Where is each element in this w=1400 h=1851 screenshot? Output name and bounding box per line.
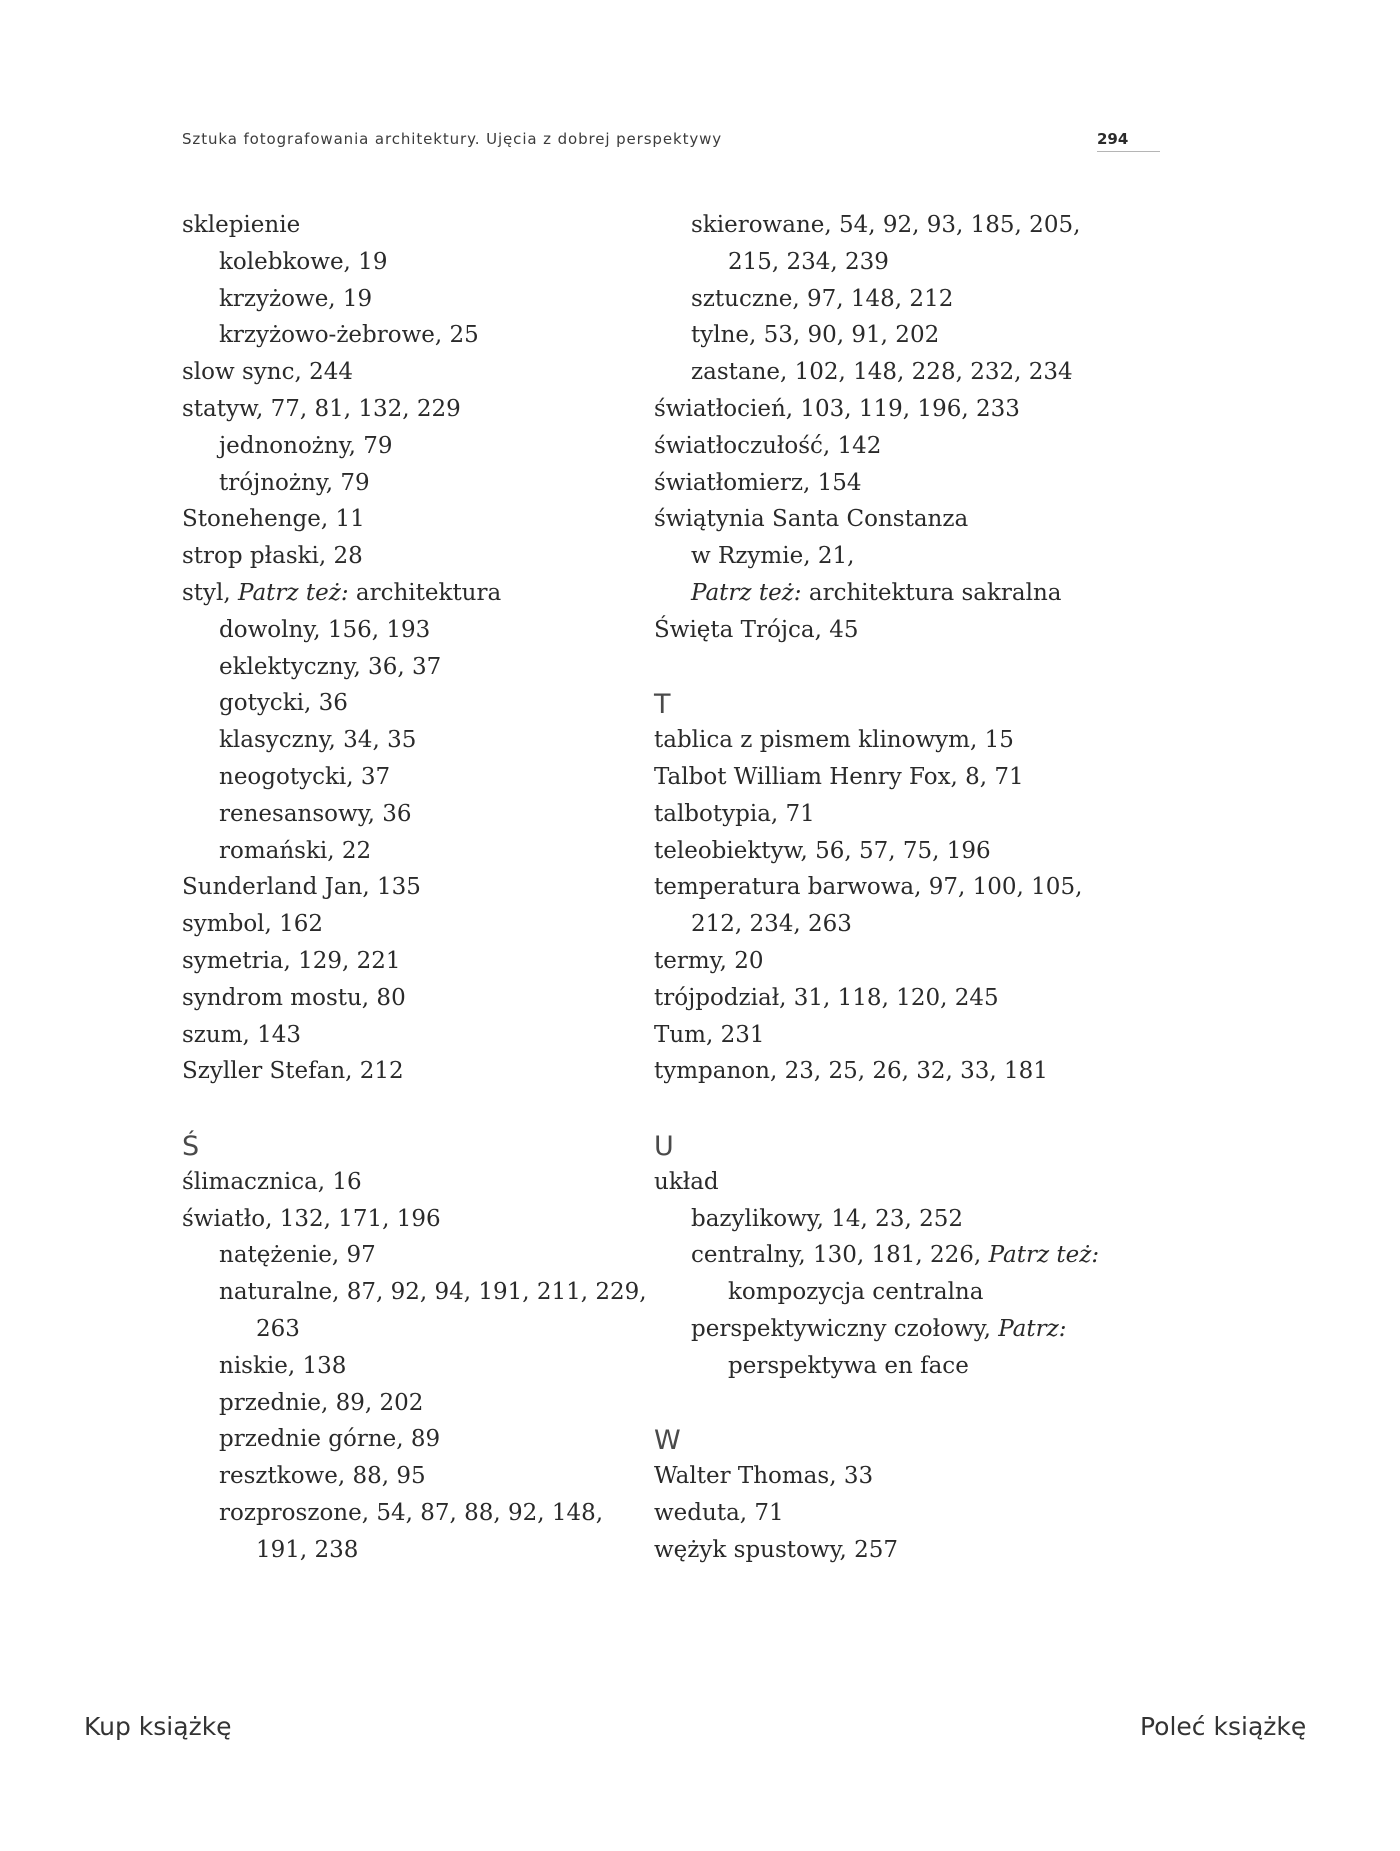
recommend-book-link[interactable]: Poleć książkę	[1140, 1712, 1307, 1741]
index-subentry: trójnożny, 79	[219, 469, 370, 496]
index-entry: temperatura barwowa, 97, 100, 105,	[654, 874, 1083, 901]
entry-text: perspektywiczny czołowy,	[691, 1315, 999, 1342]
cross-reference-label: Patrz też:	[238, 579, 349, 606]
index-entry: układ	[654, 1168, 719, 1195]
index-entry: Talbot William Henry Fox, 8, 71	[654, 763, 1024, 790]
section-spacer	[654, 649, 1124, 686]
index-subentry	[654, 1237, 1124, 1274]
index-subentry: eklektyczny, 36, 37	[219, 653, 442, 680]
index-entry: szum, 143	[182, 1021, 302, 1048]
index-subentry: 191, 238	[256, 1536, 359, 1563]
index-entry: teleobiektyw, 56, 57, 75, 196	[654, 837, 991, 864]
index-entry: tablica z pismem klinowym, 15	[654, 727, 1014, 754]
index-entry: symetria, 129, 221	[182, 947, 401, 974]
index-entry: światłomierz, 154	[654, 469, 862, 496]
book-title: Sztuka fotografowania architektury. Ujęcia z dobrej perspektywy	[182, 130, 723, 148]
index-entry: Tum, 231	[654, 1021, 765, 1048]
index-subentry: bazylikowy, 14, 23, 252	[691, 1205, 963, 1232]
section-letter: Ś	[182, 1130, 200, 1162]
index-entry: Sunderland Jan, 135	[182, 874, 421, 901]
index-entry: talbotypia, 71	[654, 800, 815, 827]
index-entry: wężyk spustowy, 257	[654, 1536, 899, 1563]
index-entry: strop płaski, 28	[182, 543, 363, 570]
index-subentry: renesansowy, 36	[219, 800, 412, 827]
index-subentry: rozproszone, 54, 87, 88, 92, 148,	[219, 1499, 604, 1526]
index-subentry: kompozycja centralna	[728, 1279, 984, 1306]
index-subentry: zastane, 102, 148, 228, 232, 234	[691, 359, 1073, 386]
index-entry: świątynia Santa Constanza	[654, 506, 969, 533]
index-subentry: kolebkowe, 19	[219, 248, 388, 275]
section-letter: T	[654, 689, 671, 721]
index-subentry: klasyczny, 34, 35	[219, 727, 417, 754]
section-spacer	[654, 1385, 1124, 1422]
index-subentry: natężenie, 97	[219, 1242, 376, 1269]
index-subentry: 263	[256, 1315, 300, 1342]
section-letter: U	[654, 1130, 674, 1162]
index-entry: symbol, 162	[182, 911, 324, 938]
index-entry: Szyller Stefan, 212	[182, 1058, 404, 1085]
index-entry: Walter Thomas, 33	[654, 1463, 874, 1490]
index-entry: slow sync, 244	[182, 359, 354, 386]
index-entry: Święta Trójca, 45	[654, 616, 859, 643]
index-subentry: neogotycki, 37	[219, 763, 391, 790]
entry-text: centralny, 130, 181, 226,	[691, 1242, 989, 1269]
section-letter: W	[654, 1425, 681, 1457]
index-entry: światłoczułość, 142	[654, 432, 882, 459]
index-entry: tympanon, 23, 25, 26, 32, 33, 181	[654, 1058, 1048, 1085]
index-entry: weduta, 71	[654, 1499, 784, 1526]
index-subentry: naturalne, 87, 92, 94, 191, 211, 229,	[219, 1279, 647, 1306]
index-subentry: krzyżowe, 19	[219, 285, 373, 312]
cross-reference-label: Patrz:	[998, 1315, 1067, 1342]
cross-reference-label: Patrz też:	[691, 579, 802, 606]
index-subentry: skierowane, 54, 92, 93, 185, 205,	[691, 212, 1081, 238]
index-column-right	[654, 207, 1124, 1568]
buy-book-link[interactable]: Kup książkę	[84, 1712, 232, 1741]
index-subentry: resztkowe, 88, 95	[219, 1463, 426, 1490]
cross-reference-label: Patrz też:	[988, 1242, 1100, 1269]
index-subentry: sztuczne, 97, 148, 212	[691, 285, 954, 312]
index-subentry: przednie, 89, 202	[219, 1389, 424, 1416]
index-entry: Stonehenge, 11	[182, 506, 365, 533]
index-entry: światło, 132, 171, 196	[182, 1205, 441, 1232]
index-entry: statyw, 77, 81, 132, 229	[182, 395, 461, 422]
index-subentry: w Rzymie, 21,	[691, 543, 855, 570]
index-entry: syndrom mostu, 80	[182, 984, 406, 1011]
index-subentry: krzyżowo-żebrowe, 25	[219, 322, 479, 349]
index-subentry	[654, 1311, 1124, 1348]
index-entry: termy, 20	[654, 947, 764, 974]
index-subentry: przednie górne, 89	[219, 1426, 441, 1453]
index-column-left	[182, 207, 647, 1568]
section-spacer	[182, 1090, 632, 1127]
index-entry: światłocień, 103, 119, 196, 233	[654, 395, 1020, 422]
page-number: 294	[1097, 130, 1160, 152]
index-subentry: 215, 234, 239	[728, 248, 889, 275]
index-subentry	[654, 575, 1124, 612]
section-spacer	[654, 1090, 1124, 1127]
index-subentry: romański, 22	[219, 837, 372, 864]
index-entry	[182, 575, 632, 612]
cross-reference-target: architektura sakralna	[801, 579, 1062, 606]
index-subentry: niskie, 138	[219, 1352, 347, 1379]
index-subentry: jednonożny, 79	[219, 432, 393, 459]
index-subentry: perspektywa en face	[728, 1352, 969, 1379]
index-subentry: dowolny, 156, 193	[219, 616, 431, 643]
index-entry: sklepienie	[182, 212, 301, 238]
index-entry: ślimacznica, 16	[182, 1168, 362, 1195]
running-header	[182, 130, 1160, 156]
cross-reference-target: architektura	[348, 579, 502, 606]
index-subentry: gotycki, 36	[219, 690, 348, 717]
entry-text: styl,	[182, 579, 239, 606]
index-subentry: 212, 234, 263	[691, 911, 852, 938]
index-subentry: tylne, 53, 90, 91, 202	[691, 322, 940, 349]
index-entry: trójpodział, 31, 118, 120, 245	[654, 984, 999, 1011]
